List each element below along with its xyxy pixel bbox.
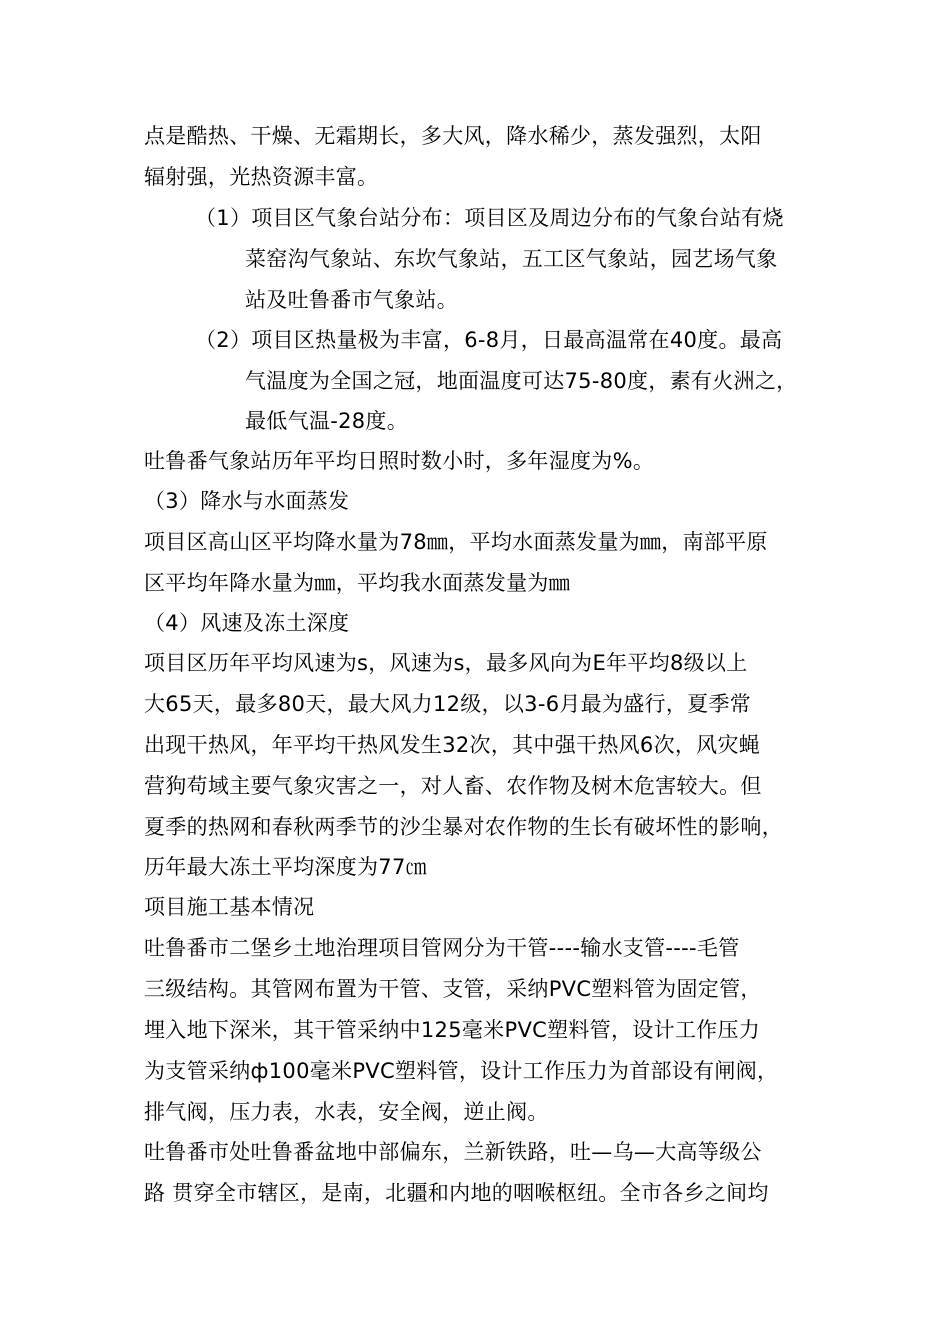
text-line: 路 贯穿全市辖区，是南，北疆和内地的咽喉枢纽。全市各乡之间均 <box>144 1181 769 1205</box>
text-line: 吐鲁番市处吐鲁番盆地中部偏东，兰新铁路，吐—乌—大高等级公 <box>144 1140 762 1164</box>
text-line: 点是酷热、干燥、无霜期长，多大风，降水稀少，蒸发强烈，太阳 <box>144 124 762 148</box>
list-item-1-line: （1）项目区气象台站分布：项目区及周边分布的气象台站有烧 <box>195 206 784 230</box>
text-line: 排气阀，压力表，水表，安全阀，逆止阀。 <box>144 1100 549 1124</box>
section-heading: （4）风速及冻土深度 <box>144 611 350 635</box>
list-item-2-line: 气温度为全国之冠，地面温度可达75-80度，素有火洲之， <box>245 369 798 393</box>
text-line: 项目区历年平均风速为s，风速为s，最多风向为E年平均8级以上 <box>144 651 748 675</box>
text-line: 三级结构。其管网布置为干管、支管，采纳PVC塑料管为固定管， <box>144 977 762 1001</box>
text-line: 辐射强，光热资源丰富。 <box>144 165 379 189</box>
text-line: 埋入地下深米，其干管采纳中125毫米PVC塑料管，设计工作压力 <box>144 1018 761 1042</box>
list-item-1-line: 菜窑沟气象站、东坎气象站，五工区气象站，园艺场气象 <box>245 247 778 271</box>
list-item-2-line: 最低气温-28度。 <box>245 409 408 433</box>
text-line: 大65天，最多80天，最大风力12级，以3-6月最为盛行，夏季常 <box>144 692 752 716</box>
section-heading: （3）降水与水面蒸发 <box>144 489 350 513</box>
section-heading: 项目施工基本情况 <box>144 895 315 919</box>
text-line: 为支管采纳ф100毫米PVC塑料管，设计工作压力为首部设有闸阀， <box>144 1059 779 1083</box>
text-line: 吐鲁番市二堡乡土地治理项目管网分为干管----输水支管----毛管 <box>144 936 740 960</box>
text-line: 营狗苟域主要气象灾害之一，对人畜、农作物及树木危害较大。但 <box>144 774 762 798</box>
list-item-2-line: （2）项目区热量极为丰富，6-8月，日最高温常在40度。最高 <box>195 328 783 352</box>
list-item-1-line: 站及吐鲁番市气象站。 <box>245 288 458 312</box>
text-line: 历年最大冻土平均深度为77㎝ <box>144 855 427 879</box>
text-line: 夏季的热网和春秋两季节的沙尘暴对农作物的生长有破坏性的影响， <box>144 815 783 839</box>
text-line: 出现干热风，年平均干热风发生32次，其中强干热风6次，风灾蝇 <box>144 733 761 757</box>
text-line: 区平均年降水量为㎜，平均我水面蒸发量为㎜ <box>144 571 570 595</box>
text-line: 吐鲁番气象站历年平均日照时数小时，多年湿度为%。 <box>144 449 655 473</box>
text-line: 项目区高山区平均降水量为78㎜，平均水面蒸发量为㎜，南部平原 <box>144 530 768 554</box>
